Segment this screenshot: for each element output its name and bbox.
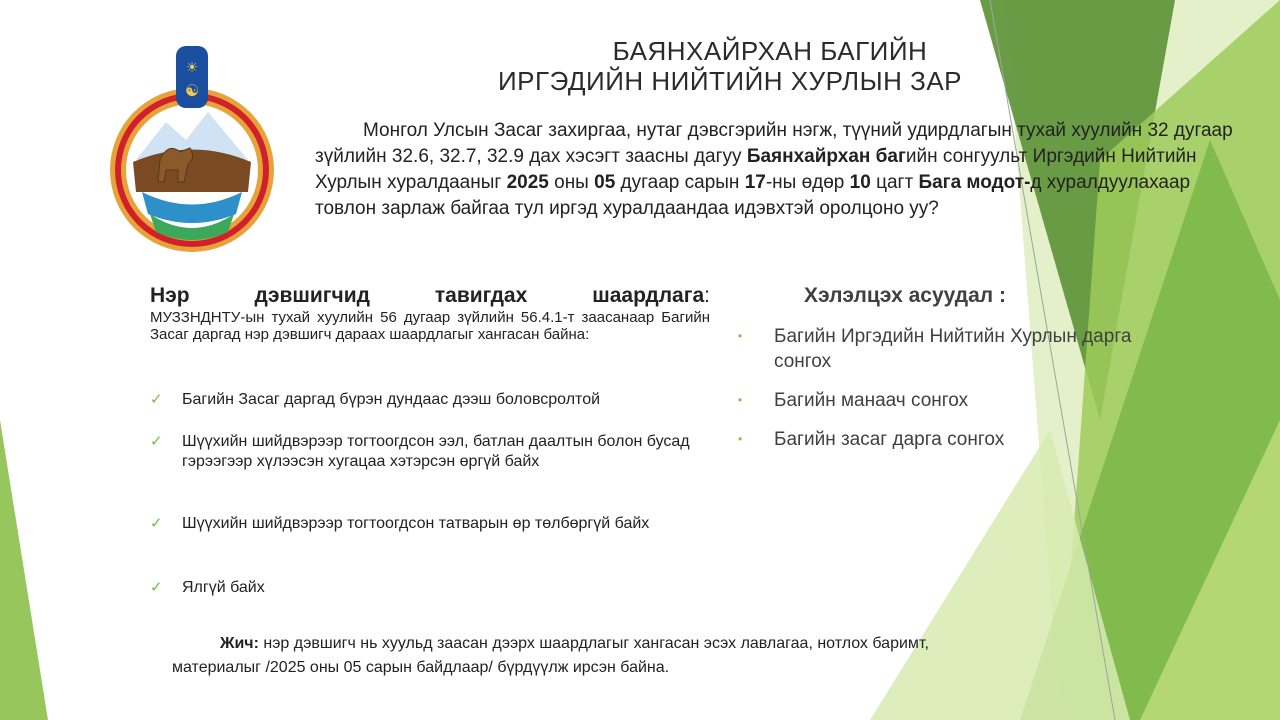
emblem-soyombo-glyph-lower: ☯ <box>184 81 200 100</box>
intro-text-4: дугаар сарын <box>615 172 745 193</box>
checkmark-icon: ✓ <box>150 391 163 408</box>
footnote-line-1 <box>172 632 1072 656</box>
intro-text-1: Монгол Улсын Засаг захиргаа, нутаг дэвсгэрийн нэгж, түүний удирдлагын тухай хуулийн 32 дугаар зүйлийн 32.6, 32.7, 32.9 дах хэсэгт заасны дагуу <box>315 120 1233 167</box>
requirements-intro: МУЗЗНДНТУ-ын тухай хуулийн 56 дугаар зүйлийн 56.4.1-т заасанаар Багийн Засаг даргад нэр дэвшигч дараах шаардлагыг хангасан байна: <box>150 309 710 343</box>
topic-item <box>738 427 1144 452</box>
checkmark-icon: ✓ <box>150 515 163 532</box>
intro-text-5: -ны өдөр <box>765 172 850 193</box>
footnote-label: Жич: <box>220 635 259 652</box>
intro-bold-day: 17 <box>744 172 766 193</box>
intro-bold-hour: 10 <box>849 172 871 193</box>
emblem-soyombo-glyph: ☀ <box>185 60 199 76</box>
requirement-item <box>150 578 692 598</box>
checkmark-icon: ✓ <box>150 579 163 596</box>
requirements-heading-colon: : <box>704 284 710 307</box>
intro-bold-bag-name: Баянхайрхан баг <box>746 146 906 167</box>
bg-shape-left-triangle <box>0 420 48 720</box>
intro-bold-place: Бага модот- <box>918 172 1031 193</box>
intro-bold-year: 2025 <box>506 172 549 193</box>
intro-bold-month: 05 <box>594 172 616 193</box>
topics-heading: Хэлэлцэх асуудал : <box>804 284 1006 307</box>
requirement-item-text: Багийн Засаг даргад бүрэн дундаас дээш боловсролтой <box>182 391 601 408</box>
soum-emblem-logo <box>98 42 286 254</box>
requirement-item-text: Ялгүй байх <box>182 579 265 596</box>
intro-paragraph <box>315 118 1245 222</box>
footnote <box>172 632 1072 680</box>
topic-item-text: Багийн Иргэдийн Нийтийн Хурлын дарга сонгох <box>774 326 1132 372</box>
topic-item-text: Багийн засаг дарга сонгох <box>774 429 1005 450</box>
requirements-heading <box>150 284 710 308</box>
bullet-icon: • <box>738 393 743 407</box>
requirement-item <box>150 390 692 410</box>
requirement-item-text: Шүүхийн шийдвэрээр тогтоогдсон ээл, батлан даалтын болон бусад гэрээгээр хүлээсэн хугацаа хэтэрсэн өргүй байх <box>182 433 690 470</box>
requirement-item <box>150 432 692 472</box>
intro-text-2: ийн сонгуульт Иргэдийн Нийтийн Хурлын хуралдааныг <box>315 146 1197 193</box>
footnote-text-2: материалыг /2025 оны 05 сарын байдлаар/ бүрдүүлж ирсэн байна. <box>172 659 670 676</box>
requirements-heading-text: Нэр дэвшигчид тавигдах шаардлага <box>150 284 705 307</box>
requirement-item-text: Шүүхийн шийдвэрээр тогтоогдсон татварын өр төлбөргүй байх <box>182 515 650 532</box>
intro-text-7: д хуралдуулахаар товлон зарлаж байгаа тул иргэд хуралдаандаа идэвхтэй оролцоно уу? <box>315 172 1191 219</box>
title-line-1: БАЯНХАЙРХАН БАГИЙН <box>612 36 928 66</box>
checkmark-icon: ✓ <box>150 433 163 450</box>
page-title <box>470 36 1070 96</box>
intro-text-6: цагт <box>870 172 919 193</box>
topic-item <box>738 324 1144 374</box>
bullet-icon: • <box>738 432 743 446</box>
title-line-2: ИРГЭДИЙН НИЙТИЙН ХУРЛЫН ЗАР <box>497 66 963 96</box>
intro-text-3: оны <box>548 172 595 193</box>
requirement-item <box>150 514 692 534</box>
topic-item <box>738 388 1144 413</box>
topic-item-text: Багийн манаач сонгох <box>774 390 969 411</box>
footnote-text-1: нэр дэвшигч нь хуульд заасан дээрх шаардлагыг хангасан эсэх лавлагаа, нотлох баримт, <box>258 635 929 652</box>
bullet-icon: • <box>738 329 743 343</box>
